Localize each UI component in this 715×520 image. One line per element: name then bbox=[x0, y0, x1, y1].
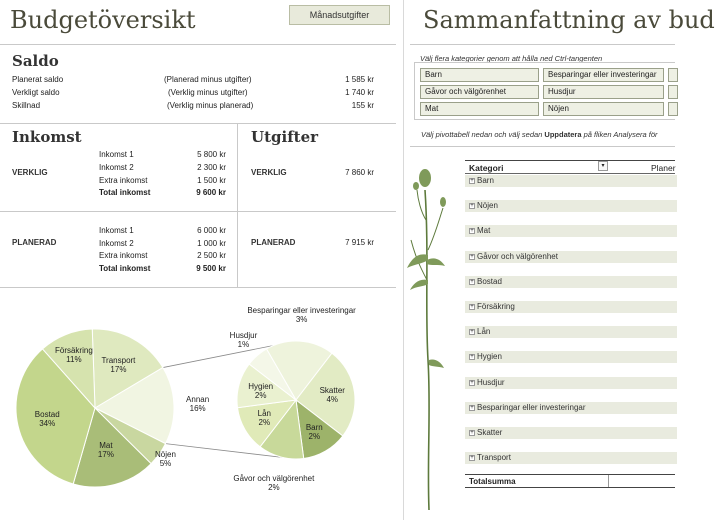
divider bbox=[237, 123, 238, 287]
divider bbox=[608, 475, 609, 487]
divider bbox=[410, 44, 675, 45]
expand-icon[interactable]: + bbox=[470, 228, 474, 235]
pie-label-name: Bostad bbox=[34, 409, 60, 419]
pivot-row[interactable] bbox=[465, 377, 677, 389]
pie-label-name: Mat bbox=[99, 441, 113, 451]
pie-label-percent: 3% bbox=[295, 314, 308, 324]
expenses-heading: Utgifter bbox=[251, 128, 319, 146]
pivot-row[interactable] bbox=[465, 200, 677, 212]
pie-data-label bbox=[320, 386, 345, 404]
income-actual-label: VERKLIG bbox=[12, 168, 48, 177]
slicer-item-gavor[interactable]: Gåvor och välgörenhet bbox=[420, 85, 539, 99]
saldo-value: 1 740 kr bbox=[345, 88, 374, 97]
pie-data-label bbox=[248, 382, 273, 400]
pie-label-name: Barn bbox=[305, 422, 323, 432]
pie-label-percent: 4% bbox=[326, 395, 339, 405]
pie-data-label bbox=[155, 450, 176, 468]
pivot-row-label: Lån bbox=[477, 327, 491, 337]
pie-data-label bbox=[247, 306, 356, 324]
income-total-label: Total inkomst bbox=[99, 188, 151, 197]
saldo-heading: Saldo bbox=[12, 52, 59, 70]
pie-label-name: Husdjur bbox=[229, 331, 258, 341]
expenses-actual-value: 7 860 kr bbox=[345, 168, 374, 177]
saldo-note: (Verklig minus utgifter) bbox=[168, 88, 248, 97]
slicer-item-besparingar[interactable]: Besparingar eller investeringar bbox=[543, 68, 664, 82]
income-label: Inkomst 2 bbox=[99, 163, 134, 172]
pivot-row[interactable] bbox=[465, 301, 677, 313]
pie-label-percent: 16% bbox=[189, 404, 206, 414]
pivot-hint-text: på fliken Analysera för bbox=[581, 130, 658, 139]
monthly-expenses-button[interactable]: Månadsutgifter bbox=[289, 5, 390, 25]
pivot-header-planned: Planer bbox=[651, 163, 676, 173]
pie-data-label bbox=[101, 356, 135, 374]
pivot-row[interactable] bbox=[465, 351, 677, 363]
expand-icon[interactable]: + bbox=[470, 455, 474, 462]
pie-label-percent: 34% bbox=[39, 418, 56, 428]
plant-illustration bbox=[405, 160, 455, 515]
pivot-row-label: Försäkring bbox=[477, 302, 515, 311]
page-title: Budgetöversikt bbox=[10, 6, 196, 34]
pivot-row-label: Skatter bbox=[477, 428, 503, 437]
pie-label-name: Lån bbox=[257, 409, 271, 419]
saldo-note: (Verklig minus planerad) bbox=[167, 101, 254, 110]
pivot-row-label: Transport bbox=[477, 453, 511, 463]
expand-icon[interactable]: + bbox=[470, 329, 474, 336]
pie-label-name: Besparingar eller investeringar bbox=[247, 305, 356, 315]
pivot-row-label: Gåvor och välgörenhet bbox=[477, 251, 558, 261]
pivot-header-border bbox=[465, 173, 675, 174]
expand-icon[interactable]: + bbox=[470, 278, 474, 285]
saldo-label: Planerat saldo bbox=[12, 75, 64, 84]
pivot-total-row bbox=[465, 474, 675, 488]
slicer-hint: Välj flera kategorier genom att hålla ned Ctrl-tangenten bbox=[420, 54, 603, 63]
divider bbox=[0, 211, 396, 212]
pie-label-percent: 5% bbox=[159, 458, 172, 468]
pie-data-label bbox=[35, 410, 60, 428]
expenses-actual-label: VERKLIG bbox=[251, 168, 287, 177]
pivot-row[interactable] bbox=[465, 225, 677, 237]
pie-label-name: Annan bbox=[186, 395, 210, 405]
page-divider bbox=[403, 0, 404, 520]
pivot-header-category: Kategori bbox=[469, 163, 504, 173]
saldo-note: (Planerad minus utgifter) bbox=[164, 75, 252, 84]
pie-data-label bbox=[98, 441, 114, 459]
saldo-label: Verkligt saldo bbox=[12, 88, 60, 97]
pivot-row-label: Husdjur bbox=[477, 377, 505, 387]
pivot-row[interactable] bbox=[465, 251, 677, 263]
divider bbox=[410, 146, 675, 147]
income-total-value: 9 600 kr bbox=[196, 188, 226, 197]
pivot-hint-bold: Uppdatera bbox=[544, 130, 582, 139]
pivot-row-label: Besparingar eller investeringar bbox=[477, 402, 586, 412]
income-value: 1 000 kr bbox=[197, 239, 226, 248]
pivot-row[interactable] bbox=[465, 427, 677, 439]
divider bbox=[0, 44, 396, 45]
slicer-item-nojen[interactable]: Nöjen bbox=[543, 102, 664, 116]
pie-data-label bbox=[186, 395, 209, 413]
pivot-row-label: Nöjen bbox=[477, 201, 498, 211]
pie-label-name: Skatter bbox=[319, 386, 345, 396]
pie-label-name: Hygien bbox=[248, 381, 274, 391]
slicer-item-barn[interactable]: Barn bbox=[420, 68, 539, 82]
filter-dropdown-icon[interactable]: ▾ bbox=[598, 161, 608, 171]
saldo-value: 155 kr bbox=[351, 101, 374, 110]
income-total-value: 9 500 kr bbox=[196, 264, 226, 273]
pivot-hint bbox=[421, 130, 658, 139]
income-value: 6 000 kr bbox=[197, 226, 226, 235]
income-heading: Inkomst bbox=[12, 128, 82, 146]
pivot-row[interactable] bbox=[465, 452, 677, 464]
pie-data-label bbox=[258, 409, 271, 427]
income-label: Inkomst 2 bbox=[99, 239, 134, 248]
expand-icon[interactable]: + bbox=[470, 430, 474, 436]
pie-data-label bbox=[55, 346, 93, 364]
slicer-item-mat[interactable]: Mat bbox=[420, 102, 539, 116]
pivot-row[interactable] bbox=[465, 175, 677, 187]
income-value: 2 500 kr bbox=[197, 251, 226, 260]
expand-icon[interactable]: + bbox=[470, 354, 474, 361]
pivot-row-label: Bostad bbox=[477, 276, 502, 286]
pivot-row[interactable] bbox=[465, 276, 677, 288]
pie-label-name: Nöjen bbox=[155, 449, 176, 459]
pivot-total-label: Totalsumma bbox=[469, 477, 516, 486]
saldo-label: Skillnad bbox=[12, 101, 41, 110]
income-label: Inkomst 1 bbox=[99, 150, 134, 159]
pie-data-label bbox=[233, 474, 314, 492]
pivot-row[interactable] bbox=[465, 326, 677, 338]
expenses-planned-label: PLANERAD bbox=[251, 238, 296, 247]
expand-icon[interactable]: + bbox=[470, 253, 474, 260]
expand-icon[interactable]: + bbox=[470, 404, 474, 411]
income-label: Inkomst 1 bbox=[99, 226, 134, 235]
income-total-label: Total inkomst bbox=[99, 264, 151, 273]
slicer-item-cut[interactable] bbox=[668, 68, 678, 82]
summary-title: Sammanfattning av bud bbox=[423, 6, 715, 34]
pie-data-label bbox=[306, 423, 323, 441]
pivot-row-label: Barn bbox=[477, 176, 494, 185]
pivot-row-label: Hygien bbox=[477, 352, 502, 362]
pie-label-percent: 17% bbox=[97, 450, 114, 460]
pie-label-percent: 1% bbox=[237, 340, 250, 350]
pivot-hint-text: Välj pivottabell nedan och välj sedan bbox=[421, 130, 545, 139]
expand-icon[interactable]: + bbox=[470, 379, 474, 386]
slicer-item-cut[interactable] bbox=[668, 85, 678, 99]
category-slicer bbox=[414, 62, 675, 120]
income-value: 1 500 kr bbox=[197, 176, 226, 185]
slicer-item-husdjur[interactable]: Husdjur bbox=[543, 85, 664, 99]
divider bbox=[0, 123, 396, 124]
pie-label-percent: 2% bbox=[254, 390, 267, 400]
pie-label-name: Transport bbox=[101, 355, 136, 365]
pie-label-percent: 11% bbox=[66, 355, 82, 365]
expand-icon[interactable]: + bbox=[470, 203, 474, 210]
pie-label-name: Gåvor och välgörenhet bbox=[233, 473, 315, 483]
pie-label-name: Försäkring bbox=[54, 346, 93, 356]
saldo-value: 1 585 kr bbox=[345, 75, 374, 84]
income-label: Extra inkomst bbox=[99, 176, 148, 185]
pivot-row[interactable] bbox=[465, 402, 677, 414]
pie-label-percent: 17% bbox=[110, 364, 127, 374]
pie-data-label bbox=[230, 331, 258, 349]
income-value: 5 800 kr bbox=[197, 150, 226, 159]
pivot-row-label: Mat bbox=[477, 226, 491, 236]
pie-label-percent: 2% bbox=[258, 418, 271, 428]
expenses-planned-value: 7 915 kr bbox=[345, 238, 374, 247]
income-label: Extra inkomst bbox=[99, 251, 148, 260]
expand-icon[interactable]: + bbox=[470, 178, 474, 184]
pivot-top-border bbox=[465, 160, 675, 161]
pie-label-percent: 2% bbox=[268, 482, 280, 492]
income-planned-label: PLANERAD bbox=[12, 238, 57, 247]
expand-icon[interactable]: + bbox=[470, 304, 474, 310]
pie-label-percent: 2% bbox=[308, 431, 321, 441]
slicer-item-cut[interactable] bbox=[668, 102, 678, 116]
income-value: 2 300 kr bbox=[197, 163, 226, 172]
